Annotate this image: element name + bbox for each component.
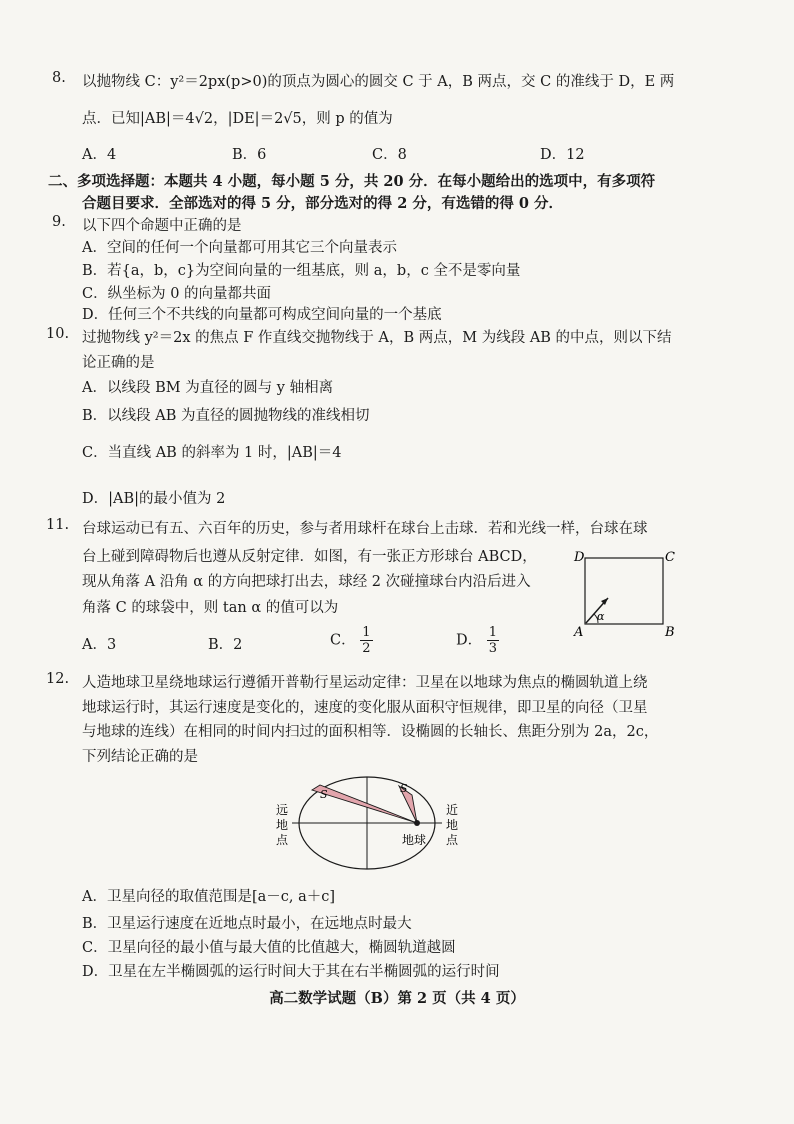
q10-line2: 论正确的是 (82, 355, 155, 371)
q12-far-2: 地 (276, 818, 289, 832)
q11-option-c-numerator: 1 (362, 625, 371, 640)
q8-line1: 以抛物线 C：y²＝2px(p>0)的顶点为圆心的圆交 C 于 A，B 两点，交 C 的准线于 D，E 两 (82, 74, 675, 90)
q11-label-d: D (574, 550, 585, 565)
q12-number: 12. (46, 671, 70, 687)
q12-line4: 下列结论正确的是 (82, 749, 198, 765)
q11-line1: 台球运动已有五、六百年的历史，参与者用球杆在球台上击球．若和光线一样，台球在球 (82, 521, 648, 537)
q11-option-c-denominator: 2 (362, 641, 371, 656)
q11-option-d-denominator: 3 (488, 641, 498, 656)
q12-line2: 地球运行时，其运行速度是变化的，速度的变化服从面积守恒规律，即卫星的向径（卫星 (82, 700, 648, 716)
q12-label-earth: 地球 (402, 833, 427, 847)
q11-option-c (330, 625, 373, 656)
q12-far-3: 点 (276, 833, 289, 847)
q12-near-3: 点 (446, 833, 459, 847)
q10-option-d: D．|AB|的最小值为 2 (82, 491, 226, 507)
q12-line3: 与地球的连线）在相同的时间内扫过的面积相等．设椭圆的长轴长、焦距分别为 2a，2c， (82, 724, 659, 740)
q12-option-c: C．卫星向径的最小值与最大值的比值越大，椭圆轨道越圆 (82, 940, 456, 956)
q8-number: 8. (52, 70, 66, 86)
q12-label-s-right: S (400, 782, 408, 795)
q9-number: 9. (52, 214, 66, 230)
q11-option-c-label: C． (330, 632, 356, 649)
q11-label-b: B (665, 625, 675, 640)
q11-option-c-fraction (360, 625, 372, 656)
q10-option-b: B．以线段 AB 为直径的圆抛物线的准线相切 (82, 408, 370, 424)
q11-line4: 角落 C 的球袋中，则 tan α 的值可以为 (82, 600, 339, 616)
q11-option-d-fraction (487, 625, 499, 656)
page-footer: 高二数学试题（B）第 2 页（共 4 页） (269, 990, 525, 1007)
q8-line2: 点．已知|AB|＝4√2，|DE|＝2√5，则 p 的值为 (82, 111, 393, 127)
q11-label-a: A (574, 625, 584, 640)
q9-option-c: C．纵坐标为 0 的向量都共面 (82, 286, 272, 302)
q11-option-d (456, 625, 499, 656)
q12-earth-dot (414, 820, 420, 826)
q10-option-a: A．以线段 BM 为直径的圆与 y 轴相离 (82, 380, 334, 396)
q9-option-b: B．若{a，b，c}为空间向量的一组基底，则 a，b，c 全不是零向量 (82, 263, 521, 279)
section2-line1: 二、多项选择题：本题共 4 小题，每小题 5 分，共 20 分．在每小题给出的选项中，有多项符 (48, 173, 656, 190)
q12-near-2: 地 (446, 818, 459, 832)
q10-option-c: C．当直线 AB 的斜率为 1 时，|AB|＝4 (82, 445, 342, 461)
q10-line1: 过抛物线 y²＝2x 的焦点 F 作直线交抛物线于 A，B 两点，M 为线段 AB 的中点，则以下结 (82, 330, 672, 346)
q12-option-a: A．卫星向径的取值范围是[a－c, a＋c] (82, 889, 336, 905)
q12-label-s-left: S (320, 788, 328, 801)
q11-number: 11. (46, 517, 70, 533)
q12-near-1: 近 (446, 803, 459, 817)
q8-option-c: C．8 (372, 147, 407, 163)
q9-option-a: A．空间的任何一个向量都可用其它三个向量表示 (82, 240, 397, 256)
q11-label-alpha: α (597, 610, 605, 623)
q9-stem: 以下四个命题中正确的是 (82, 218, 242, 234)
q12-line1: 人造地球卫星绕地球运行遵循开普勒行星运动定律：卫星在以地球为焦点的椭圆轨道上绕 (82, 675, 648, 691)
q11-line3: 现从角落 A 沿角 α 的方向把球打出去，球经 2 次碰撞球台内沿后进入 (82, 574, 531, 590)
q11-label-c: C (665, 550, 675, 565)
q12-option-d: D．卫星在左半椭圆弧的运行时间大于其在右半椭圆弧的运行时间 (82, 964, 500, 980)
q11-option-d-label: D． (456, 632, 483, 649)
q11-option-b: B．2 (208, 637, 243, 653)
q8-option-d: D．12 (540, 147, 585, 163)
q12-option-b: B．卫星运行速度在近地点时最小，在远地点时最大 (82, 916, 412, 932)
q11-square-figure (570, 548, 680, 640)
q11-option-a: A．3 (82, 637, 117, 653)
q10-number: 10. (46, 326, 70, 342)
section2-line2: 合题目要求．全部选对的得 5 分，部分选对的得 2 分，有选错的得 0 分． (82, 195, 564, 212)
q12-orbit-figure (262, 768, 472, 886)
q11-option-d-numerator: 1 (488, 625, 498, 640)
q8-option-a: A．4 (82, 147, 117, 163)
q8-option-b: B．6 (232, 147, 267, 163)
q12-far-1: 远 (276, 803, 289, 817)
q11-line2: 台上碰到障碍物后也遵从反射定律．如图，有一张正方形球台 ABCD， (82, 549, 537, 565)
q9-option-d: D．任何三个不共线的向量都可构成空间向量的一个基底 (82, 307, 442, 323)
